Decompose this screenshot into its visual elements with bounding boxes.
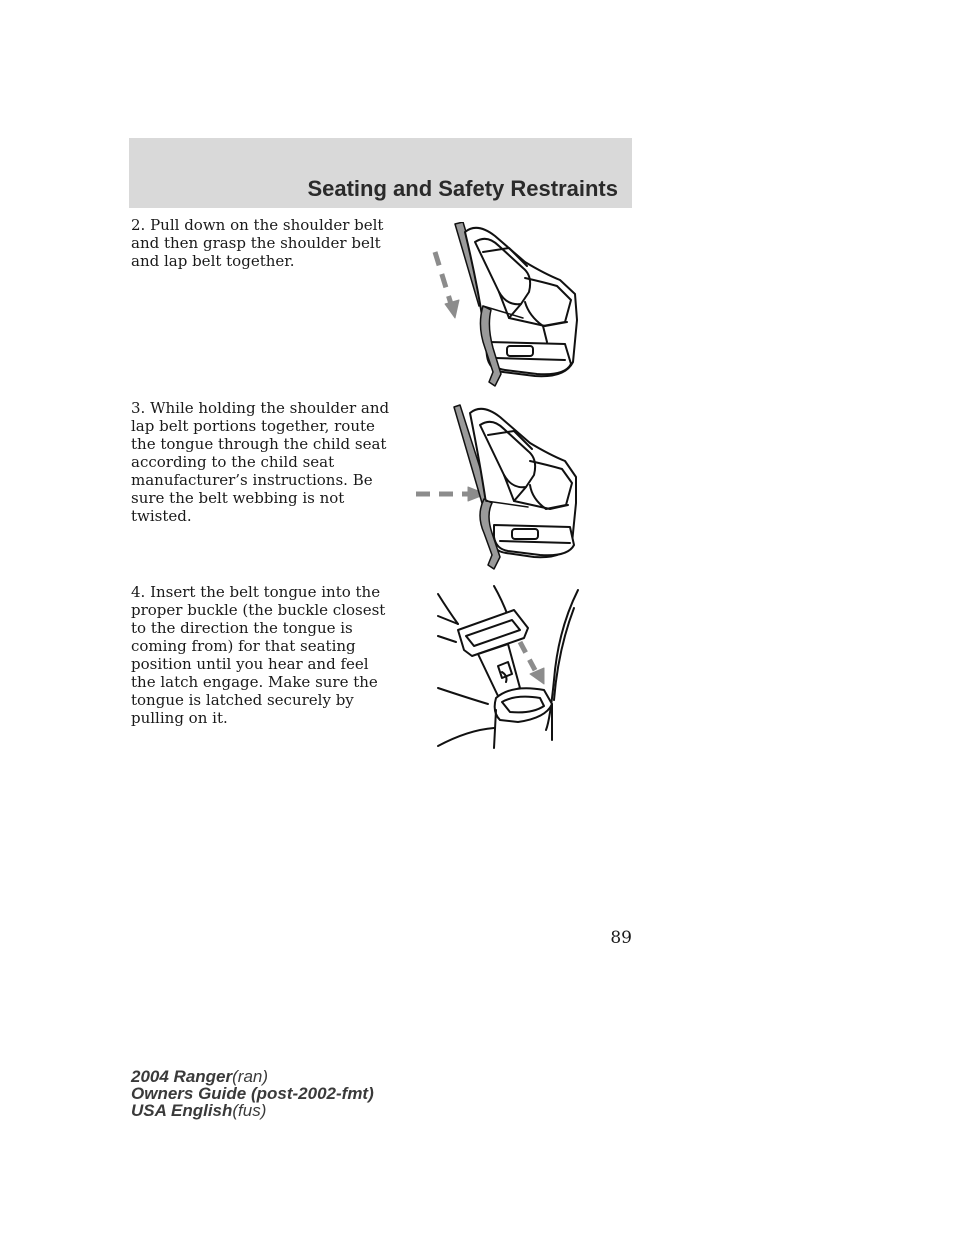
step-3-text: 3. While holding the shoulder and lap belt portions together, route the tongue through the child seat according to the child seat manufacturer’s instructions. Be sure the belt webbing is not twisted. — [131, 399, 390, 525]
child-seat-route-belt-illustration — [410, 403, 610, 575]
footer-line-1 — [131, 1068, 374, 1085]
step-2-text: 2. Pull down on the shoulder belt and then grasp the shoulder belt and lap belt together. — [131, 216, 384, 270]
buckle-latch-illustration — [428, 580, 588, 752]
document-footer — [131, 1068, 374, 1119]
page-number: 89 — [610, 928, 632, 948]
child-seat-pull-down-illustration — [425, 222, 610, 390]
footer-vehicle-code: (ran) — [232, 1067, 269, 1086]
footer-line-2 — [131, 1085, 374, 1102]
footer-line-3 — [131, 1102, 374, 1119]
footer-vehicle: 2004 Ranger — [131, 1067, 233, 1086]
footer-guide: Owners Guide (post-2002-fmt) — [131, 1084, 374, 1103]
footer-language: USA English — [131, 1101, 233, 1120]
section-header-band — [129, 138, 632, 208]
footer-language-code: (fus) — [232, 1101, 267, 1120]
section-title: Seating and Safety Restraints — [307, 176, 618, 201]
step-4-text: 4. Insert the belt tongue into the proper buckle (the buckle closest to the direction the tongue is coming from) for that seating position until you hear and feel the latch engage. Make sure the tongue is latched securely by pulling on it. — [131, 583, 386, 727]
